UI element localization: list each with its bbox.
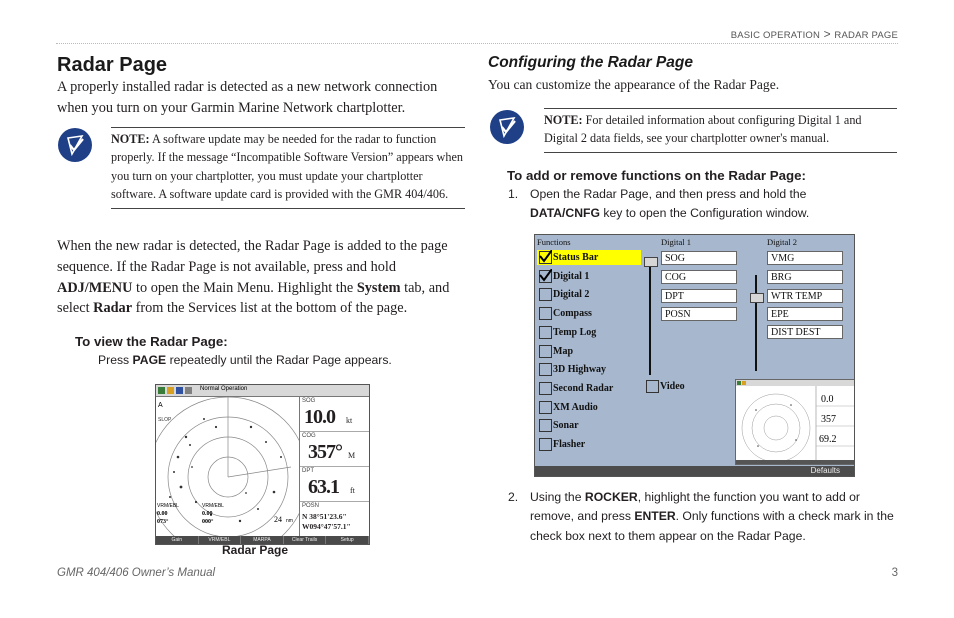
step2-a: Using the [530, 490, 582, 504]
header-section: BASIC OPERATION [730, 30, 821, 41]
svg-text:0.00: 0.00 [202, 511, 213, 517]
radar-caption: Radar Page [222, 543, 289, 557]
svg-text:000°: 000° [202, 519, 214, 525]
note-icon [58, 128, 92, 162]
step2-b: , highlight the function you want to add or remove, and press [530, 490, 860, 524]
function-row[interactable] [537, 381, 641, 396]
sog-unit: kt [346, 416, 353, 425]
check-icon [539, 269, 552, 282]
note-text: A software update may be needed for the radar to function properly. If the message “Incompatible Software Version” appears when you turn on your chartplotter, you must update your chartplotter software. A software update card is provided with the GMR 404/406. [111, 132, 463, 202]
function-row[interactable] [537, 437, 641, 452]
step2-c: . Only functions with a check mark in the check box next to them appear on the Radar Page. [530, 509, 894, 543]
svg-text:VRM/EBL: VRM/EBL [202, 503, 224, 509]
view-heading: To view the Radar Page: [75, 334, 228, 349]
range-value: 24 [274, 515, 282, 524]
posn-cell [300, 502, 370, 536]
section-title: Configuring the Radar Page [488, 54, 693, 71]
note-text-2: For detailed information about configuring Digital 1 and Digital 2 data fields, see your chartplotter owner's manual. [544, 113, 862, 146]
step2-text [530, 488, 895, 546]
digital2-field-vmg[interactable]: VMG [767, 251, 843, 265]
function-row[interactable] [537, 400, 641, 415]
function-label: Video [660, 381, 685, 392]
note-box [111, 127, 465, 209]
rocker-key: ROCKER [584, 490, 638, 504]
digital2-field-wtr-temp[interactable]: WTR TEMP [767, 289, 843, 303]
mini-sog: 0.0 [821, 394, 834, 405]
posn-label: POSN [302, 503, 320, 509]
function-video[interactable] [644, 379, 704, 394]
step2-number: 2. [508, 490, 519, 504]
note-box-2 [544, 108, 897, 153]
range-unit: nm [286, 518, 293, 524]
radar-scope [156, 397, 299, 536]
svg-text:073°: 073° [157, 519, 169, 525]
footer-manual: GMR 404/406 Owner’s Manual [57, 567, 216, 579]
digital1-field-cog[interactable]: COG [661, 270, 737, 284]
svg-text:VRM/EBL: VRM/EBL [157, 503, 179, 509]
para2-b: to open the Main Menu. Highlight the [136, 279, 354, 296]
configuration-window-screenshot [534, 234, 855, 477]
mini-dpt: 69.2 [819, 434, 837, 445]
function-row[interactable] [537, 418, 641, 433]
note-label: NOTE: [111, 132, 150, 146]
checkbox[interactable] [539, 419, 552, 432]
step1-text [530, 185, 870, 224]
svg-text:SLOP: SLOP [158, 417, 172, 423]
digital2-field-dist-dest[interactable]: DIST DEST [767, 325, 843, 339]
footer-page-number: 3 [891, 567, 898, 579]
view-instruction [98, 351, 392, 370]
status-icons [157, 385, 199, 396]
check-icon [539, 250, 552, 263]
digital1-field-posn[interactable]: POSN [661, 307, 737, 321]
softkey-vrm-ebl[interactable]: VRM/EBL [199, 536, 242, 544]
function-label: 3D Highway [553, 364, 607, 376]
function-label: Compass [553, 308, 592, 320]
sog-label: SOG [302, 398, 316, 404]
para2-d: from the Services list at the bottom of the page. [135, 300, 408, 317]
svg-text:0.00: 0.00 [157, 511, 168, 517]
checked-checkbox[interactable] [539, 270, 552, 283]
checkbox[interactable] [539, 401, 552, 414]
dpt-value: 63.1 [308, 476, 339, 498]
adj-menu-key: ADJ/MENU [57, 279, 133, 296]
function-label: Status Bar [553, 252, 599, 263]
page-title: Radar Page [57, 54, 168, 76]
checkbox[interactable] [539, 363, 552, 376]
digital2-scroll-thumb[interactable] [750, 293, 764, 303]
checkbox[interactable] [539, 382, 552, 395]
digital2-field-brg[interactable]: BRG [767, 270, 843, 284]
function-label: Digital 2 [553, 289, 590, 301]
system-tab: System [356, 279, 401, 296]
view-press: Press [98, 353, 130, 367]
cog-cell [300, 432, 370, 467]
header-separator: > [823, 27, 831, 41]
config-bottom-bar [535, 466, 854, 476]
function-row[interactable] [537, 325, 641, 340]
checkbox[interactable] [539, 345, 552, 358]
softkey-clear-trails[interactable]: Clear Trails [284, 536, 327, 544]
dpt-unit: ft [350, 486, 355, 495]
function-label: Sonar [553, 420, 579, 432]
running-header [731, 27, 898, 41]
preview-thumbnail [735, 379, 855, 465]
softkey-marpa[interactable]: MARPA [241, 536, 284, 544]
function-row[interactable] [537, 362, 641, 377]
add-heading: To add or remove functions on the Radar Page: [507, 168, 806, 183]
config-intro: You can customize the appearance of the Radar Page. [488, 77, 780, 92]
header-page-name: RADAR PAGE [834, 30, 898, 41]
intro-paragraph: A properly installed radar is detected as a new network connection when you turn on your Garmin Marine Network chartplotter. [57, 79, 438, 116]
status-title: Normal Operation [200, 386, 248, 392]
note-icon-2 [490, 110, 524, 144]
digital1-column-header: Digital 1 [661, 237, 691, 247]
detection-paragraph [57, 236, 461, 319]
function-label: Temp Log [553, 326, 597, 338]
function-label: Second Radar [553, 382, 614, 394]
softkey-setup[interactable]: Setup [326, 536, 369, 544]
dpt-label: DPT [302, 468, 314, 474]
function-row[interactable] [537, 344, 641, 359]
posn-lat: N 38°51'23.6" [302, 512, 347, 521]
checkbox[interactable] [539, 288, 552, 301]
page-key: PAGE [132, 353, 167, 367]
sog-cell [300, 397, 370, 432]
function-label: Map [553, 345, 573, 357]
para2-a: When the new radar is detected, the Radar Page is added to the page sequence. If the Radar Page is not available, press and hold [57, 238, 448, 275]
digital1-field-sog[interactable]: SOG [661, 251, 737, 265]
function-label: XM Audio [553, 401, 598, 413]
function-row[interactable] [537, 306, 641, 321]
function-row[interactable] [537, 287, 641, 302]
function-row[interactable] [537, 269, 641, 284]
header-rule [56, 43, 898, 44]
dpt-cell [300, 467, 370, 502]
checkbox[interactable] [539, 307, 552, 320]
posn-lon: W094°47'57.1" [302, 522, 351, 531]
cog-value: 357° [308, 441, 342, 463]
function-label: Digital 1 [553, 270, 590, 282]
digital1-scrollbar[interactable] [649, 257, 651, 375]
radar-item: Radar [93, 300, 133, 317]
step1-a: Open the Radar Page, and then press and hold the [530, 187, 807, 201]
defaults-button[interactable]: Defaults [810, 466, 840, 475]
enter-key: ENTER [634, 509, 676, 524]
svg-text:A: A [158, 402, 163, 409]
function-row[interactable] [537, 250, 641, 265]
softkey-gain[interactable]: Gain [156, 536, 199, 544]
para2-c: tab, and select [57, 279, 450, 317]
mini-cog: 357 [821, 414, 836, 425]
sog-value: 10.0 [304, 406, 335, 428]
view-rest: repeatedly until the Radar Page appears. [169, 353, 392, 367]
functions-column-header: Functions [537, 237, 571, 247]
radar-page-screenshot [155, 384, 370, 545]
note-label-2: NOTE: [544, 113, 583, 127]
digital2-scrollbar[interactable] [755, 275, 757, 371]
checkbox[interactable] [646, 380, 659, 393]
step1-number: 1. [508, 187, 519, 201]
function-label: Flasher [553, 439, 586, 450]
checkbox[interactable] [539, 326, 552, 339]
data-panel [299, 397, 370, 536]
digital2-column-header: Digital 2 [767, 237, 797, 247]
digital1-field-dpt[interactable]: DPT [661, 289, 737, 303]
status-bar [156, 385, 369, 397]
digital1-scroll-thumb[interactable] [644, 257, 658, 267]
cog-unit: M [348, 451, 356, 460]
checked-checkbox[interactable] [539, 251, 552, 264]
digital2-field-epe[interactable]: EPE [767, 307, 843, 321]
checkbox[interactable] [539, 438, 552, 451]
cog-label: COG [302, 433, 316, 439]
data-cnfg-key: DATA/CNFG [530, 206, 600, 221]
step1-b: key to open the Configuration window. [603, 206, 810, 221]
